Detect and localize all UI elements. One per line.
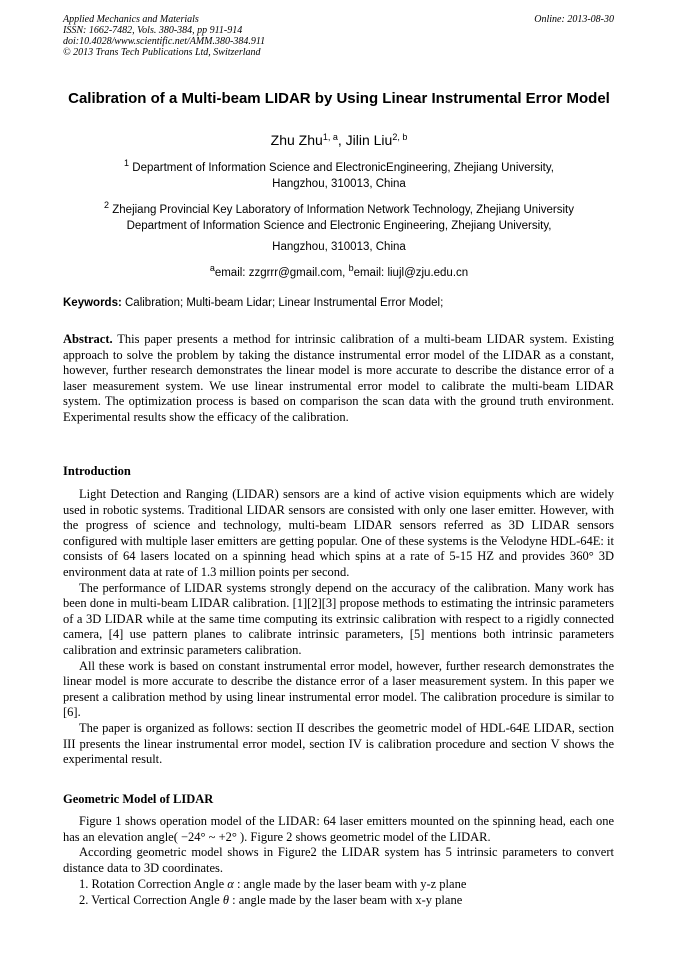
online-date: Online: 2013-08-30 <box>534 14 614 25</box>
intrinsic-parameter-list <box>79 877 466 908</box>
paper-title: Calibration of a Multi-beam LIDAR by Using Linear Instrumental Error Model <box>68 90 610 107</box>
author-2-sup: 2, b <box>392 132 408 142</box>
intro-paragraph-2: The performance of LIDAR systems strongly depend on the accuracy of the calibration. Many work has been done in multi-beam LIDAR calibration. [1][2][3] propose methods to estimating the intrinsic parameters of a 3D LIDAR while at the same time computing its extrinsic calibration with respect to a rigidly connected camera, [4] use pattern planes to calibrate intrinsic parameters, [5] mentions both intrinsic parameters calibration and extrinsic parameters calibration. <box>63 580 614 657</box>
abstract-text: This paper presents a method for intrinsic calibration of a multi-beam LIDAR system. Existing approach to solve the problem by taking the distance instrumental error model of the LIDAR as a constant, however, further research demonstrates the linear model is more accurate to describe the distance error of a laser measurement system. We use linear instrumental error model to calibrate the multi-beam LIDAR system. The optimization process is based on comparison the scan data with the ground truth environment. Experimental results show the efficacy of the calibration. <box>63 332 614 424</box>
journal-name: Applied Mechanics and Materials <box>63 14 199 25</box>
abstract <box>63 332 614 426</box>
affiliation-2-sup: 2 <box>104 200 110 210</box>
publication-info <box>63 14 265 58</box>
introduction-body <box>63 487 614 768</box>
author-1-name: Zhu Zhu <box>270 132 323 148</box>
affiliation-1-line-2: Hangzhou, 310013, China <box>272 178 406 190</box>
affiliation-2-line-1: $^2$ Zhejiang Provincial Key Laboratory of Information Network Technology, Zhejiang University <box>104 200 574 216</box>
affiliation-2-line-3: Hangzhou, 310013, China <box>272 241 406 253</box>
intro-paragraph-1: Light Detection and Ranging (LIDAR) sensors are a kind of active vision equipments which are widely used in robotic systems. Traditional LIDAR sensors are consisted with only one laser emitter. However, with the progress of science and technology, multi-beam LIDAR sensors referred as 3D LIDAR sensors configured with multiple laser emitters are getting popular. One of these systems is the Velodyne HDL-64E: it consists of 64 lasers located on a spinning head which spins at a rate of 5-15 HZ and provides 360° 3D environment data at rate of 1.3 million points per second. <box>63 487 614 579</box>
author-2-name: Jilin Liu <box>345 132 393 148</box>
author-separator: , <box>337 132 346 148</box>
intro-paragraph-4: The paper is organized as follows: section II describes the geometric model of HDL-64E LIDAR, section III presents the linear instrumental error model, section IV is calibration procedure and section V shows the experimental result. <box>63 720 614 767</box>
copyright-line: © 2013 Trans Tech Publications Ltd, Switzerland <box>63 47 261 58</box>
geometric-model-body <box>63 814 614 876</box>
author-1-sup: 1, a <box>322 132 338 142</box>
alpha-symbol: α <box>227 877 234 891</box>
geometric-model-heading: Geometric Model of LIDAR <box>63 792 214 806</box>
abstract-label: Abstract. <box>63 332 113 346</box>
author-line <box>0 129 678 148</box>
keywords-text: Calibration; Multi-beam Lidar; Linear Instrumental Error Model; <box>121 297 444 309</box>
email-a: email: zzgrrr@gmail.com, <box>214 267 349 279</box>
keywords-line <box>63 297 443 310</box>
theta-symbol: θ <box>222 892 229 907</box>
affiliation-1-line-1: $^1$ Department of Information Science and ElectronicEngineering, Zhejiang University, <box>124 158 554 174</box>
keywords-label: Keywords: <box>63 297 122 309</box>
intro-paragraph-3: All these work is based on constant instrumental error model, however, further research demonstrates the linear model is more accurate to describe the distance error of a laser measurement system. In this paper we present a calibration method by using linear instrumental error model. The calibration procedure is similar to [6]. <box>63 658 614 720</box>
introduction-heading: Introduction <box>63 464 131 478</box>
email-b: email: liujl@zju.edu.cn <box>353 267 469 279</box>
doi-line: doi:10.4028/www.scientific.net/AMM.380-384.911 <box>63 36 266 47</box>
email-b-sup: b <box>348 263 354 273</box>
list-item: 2. Vertical Correction Angle θ : angle made by the laser beam with x-y plane <box>79 892 463 907</box>
email-line <box>0 262 678 280</box>
issn-line: ISSN: 1662-7482, Vols. 380-384, pp 911-914 <box>63 25 243 36</box>
list-item: 1. Rotation Correction Angle α : angle made by the laser beam with y-z plane <box>79 877 467 891</box>
affiliation-1-sup: 1 <box>124 158 130 168</box>
geometric-paragraph-1: Figure 1 shows operation model of the LIDAR: 64 laser emitters mounted on the spinning head, each one has an elevation angle( −24° ~ +2° ). Figure 2 shows geometric model of the LIDAR. <box>63 814 614 844</box>
affiliation-2-line-2: Department of Information Science and Electronic Engineering, Zhejiang University, <box>126 220 552 232</box>
email-a-sup: a <box>209 263 215 273</box>
geometric-paragraph-2: According geometric model shows in Figure2 the LIDAR system has 5 intrinsic parameters to convert distance data to 3D coordinates. <box>63 845 614 875</box>
